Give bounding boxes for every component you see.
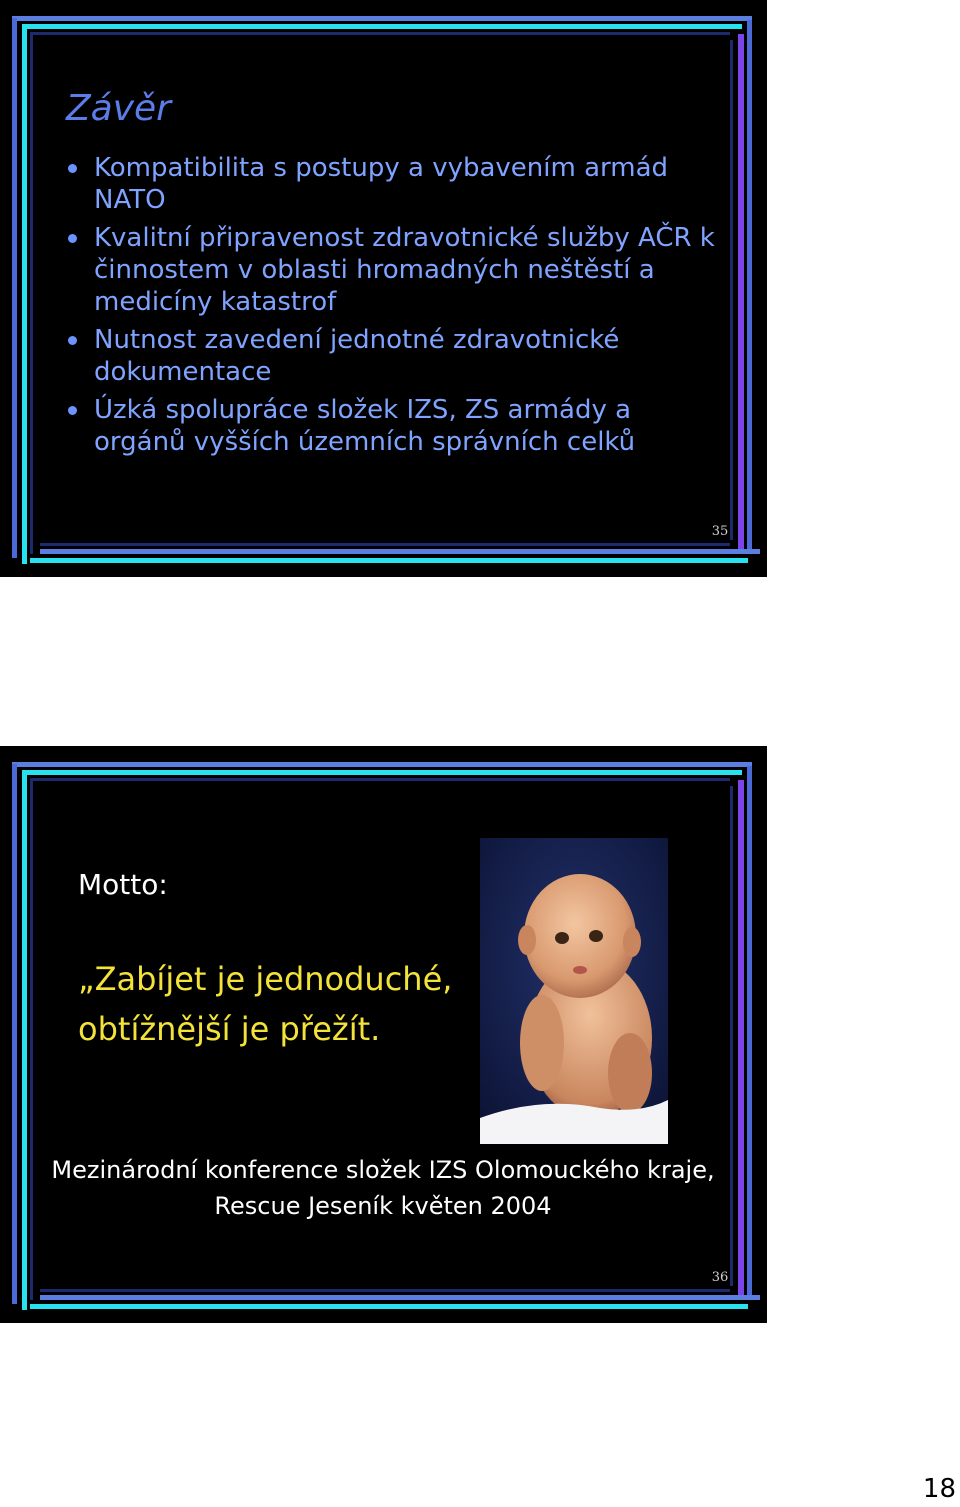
quote-line: obtížnější je přežít. [78, 1010, 381, 1048]
frame-bar-right-violet [738, 34, 744, 549]
frame-bar-top-cyan [22, 770, 742, 775]
slide-35 [0, 0, 767, 577]
footer-line: Rescue Jeseník květen 2004 [214, 1192, 552, 1220]
baby-eye [589, 930, 603, 942]
frame-bar-top-dark [30, 778, 730, 781]
bullet-dot-icon [68, 336, 77, 345]
frame-bar-right-blue [747, 20, 752, 550]
frame-bar-bottom-cyan [30, 1304, 748, 1309]
frame-bar-top-blue [12, 762, 752, 767]
bullet-item [66, 324, 716, 388]
frame-bar-bottom-blue [40, 549, 760, 554]
frame-bar-top-dark [30, 32, 730, 35]
frame-bar-right-blue [747, 766, 752, 1296]
frame-bar-top-cyan [22, 24, 742, 29]
frame-bar-top-blue [12, 16, 752, 21]
bullet-item [66, 152, 716, 216]
bullet-item [66, 394, 716, 458]
frame-bar-bottom-cyan [30, 558, 748, 563]
baby-head [524, 874, 636, 998]
frame-bar-bottom-dark [40, 1289, 730, 1292]
footer-line: Mezinárodní konference složek IZS Olomouckého kraje, [51, 1156, 715, 1184]
bullet-dot-icon [68, 164, 77, 173]
bullet-text: Kvalitní připravenost zdravotnické služby AČR k činnostem v oblasti hromadných neštěstí a medicíny katastrof [94, 223, 715, 317]
bullet-list [66, 152, 716, 464]
bullet-dot-icon [68, 234, 77, 243]
conference-footer [30, 1152, 736, 1224]
bullet-text: Nutnost zavedení jednotné zdravotnické dokumentace [94, 325, 620, 387]
baby-ear [623, 927, 641, 957]
frame-bar-left-blue [12, 764, 17, 1304]
bullet-dot-icon [68, 406, 77, 415]
baby-eye [555, 932, 569, 944]
frame-bar-left-blue [12, 18, 17, 558]
bullet-item [66, 222, 716, 318]
frame-bar-left-cyan [22, 24, 27, 564]
motto-quote [78, 954, 458, 1054]
motto-label: Motto: [78, 868, 168, 901]
slide-36 [0, 746, 767, 1323]
baby-arm [520, 995, 564, 1091]
baby-ear [518, 925, 536, 955]
slide-page-number: 36 [711, 1270, 729, 1285]
bullet-text: Úzká spolupráce složek IZS, ZS armády a orgánů vyšších územních správních celků [94, 395, 636, 457]
frame-bar-right-violet [738, 780, 744, 1295]
baby-photo [480, 838, 668, 1144]
frame-bar-left-dark [30, 34, 33, 554]
baby-arm [608, 1033, 652, 1113]
sheet-page-number: 18 [922, 1474, 956, 1504]
quote-line: „Zabíjet je jednoduché, [78, 960, 453, 998]
baby-mouth [573, 966, 587, 974]
frame-bar-bottom-dark [40, 543, 730, 546]
slide-title: Závěr [66, 88, 171, 129]
bullet-text: Kompatibilita s postupy a vybavením armád NATO [94, 153, 669, 215]
frame-bar-bottom-blue [40, 1295, 760, 1300]
slide-page-number: 35 [711, 524, 729, 539]
frame-bar-right-dark [730, 40, 733, 540]
frame-bar-left-cyan [22, 770, 27, 1310]
